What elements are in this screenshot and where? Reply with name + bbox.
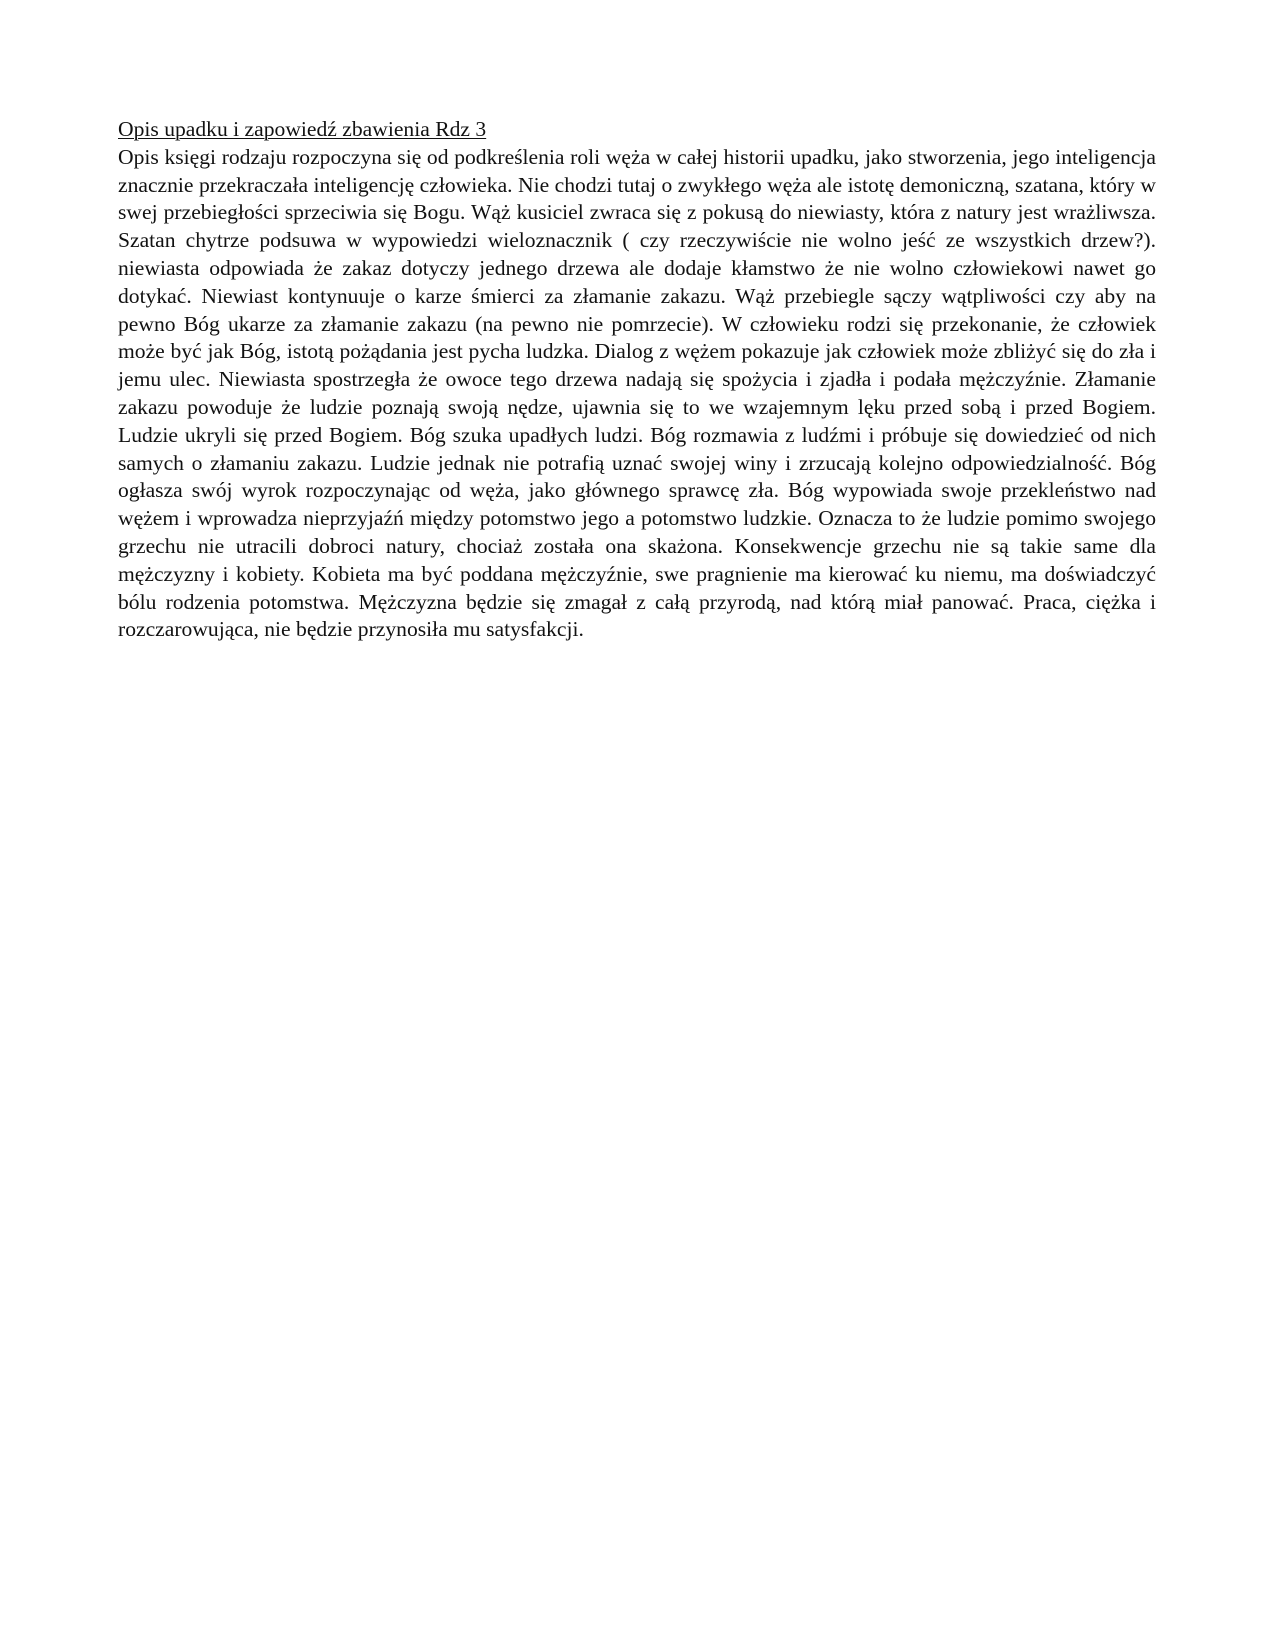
document-title: Opis upadku i zapowiedź zbawienia Rdz 3	[118, 117, 487, 141]
document-paragraph: Opis księgi rodzaju rozpoczyna się od podkreślenia roli węża w całej historii upadku, jako stworzenia, jego inteligencja znacznie przekraczała inteligencję człowieka. Nie chodzi tutaj o zwykłego węża ale istotę demoniczną, szatana, który w swej przebiegłości sprzeciwia się Bogu. Wąż kusiciel zwraca się z pokusą do niewiasty, która z natury jest wrażliwsza. Szatan chytrze podsuwa w wypowiedzi wieloznacznik ( czy rzeczywiście nie wolno jeść ze wszystkich drzew?). niewiasta odpowiada że zakaz dotyczy jednego drzewa ale dodaje kłamstwo że nie wolno człowiekowi nawet go dotykać. Niewiast kontynuuje o karze śmierci za złamanie zakazu. Wąż przebiegle sączy wątpliwości czy aby na pewno Bóg ukarze za złamanie zakazu (na pewno nie pomrzecie). W człowieku rodzi się przekonanie, że człowiek może być jak Bóg, istotą pożądania jest pycha ludzka. Dialog z wężem pokazuje jak człowiek może zbliżyć się do zła i jemu ulec. Niewiasta spostrzegła że owoce tego drzewa nadają się spożycia i zjadła i podała mężczyźnie. Złamanie zakazu powoduje że ludzie poznają swoją nędze, ujawnia się to we wzajemnym lęku przed sobą i przed Bogiem. Ludzie ukryli się przed Bogiem. Bóg szuka upadłych ludzi. Bóg rozmawia z ludźmi i próbuje się dowiedzieć od nich samych o złamaniu zakazu. Ludzie jednak nie potrafią uznać swojej winy i zrzucają kolejno odpowiedzialność. Bóg ogłasza swój wyrok rozpoczynając od węża, jako głównego sprawcę zła. Bóg wypowiada swoje przekleństwo nad wężem i wprowadza nieprzyjaźń między potomstwo jego a potomstwo ludzkie. Oznacza to że ludzie pomimo swojego grzechu nie utracili dobroci natury, chociaż została ona skażona. Konsekwencje grzechu nie są takie same dla mężczyzny i kobiety. Kobieta ma być poddana mężczyźnie, swe pragnienie ma kierować ku niemu, ma doświadczyć bólu rodzenia potomstwa. Mężczyzna będzie się zmagał z całą przyrodą, nad którą miał panować. Praca, ciężka i rozczarowująca, nie będzie przynosiła mu satysfakcji.	[118, 144, 1156, 642]
document-content	[118, 116, 1156, 644]
